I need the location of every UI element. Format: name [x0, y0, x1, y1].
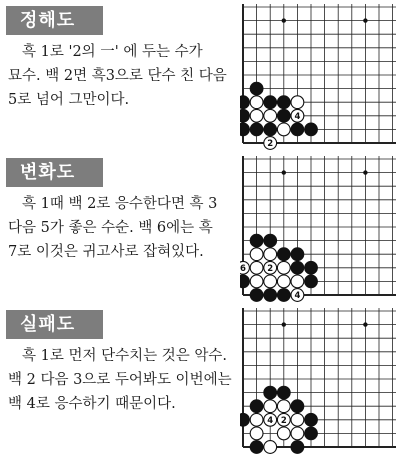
white-stone [250, 413, 263, 426]
panel-failure [0, 304, 400, 461]
black-stone [277, 248, 290, 261]
star-point [363, 170, 367, 174]
white-stone [277, 275, 290, 288]
black-stone [304, 427, 317, 440]
white-stone [291, 96, 304, 109]
black-stone [240, 123, 250, 136]
white-stone [250, 261, 263, 274]
move-number: 2 [267, 264, 274, 274]
move-number: 4 [267, 416, 274, 426]
white-stone [291, 413, 304, 426]
black-stone [304, 261, 317, 274]
white-stone [277, 427, 290, 440]
black-stone [264, 96, 277, 109]
panel-title: 실패도 [6, 310, 103, 339]
white-stone [277, 261, 290, 274]
move-number: 2 [267, 139, 274, 150]
black-stone [250, 440, 263, 453]
board-grid [243, 156, 396, 295]
black-stone [240, 275, 250, 288]
board-grid [243, 308, 396, 447]
white-stone [264, 248, 277, 261]
white-stone [250, 109, 263, 122]
black-stone [291, 248, 304, 261]
black-stone [240, 413, 250, 426]
black-stone [250, 400, 263, 413]
black-stone [291, 400, 304, 413]
board-grid [243, 4, 396, 143]
black-stone [304, 413, 317, 426]
black-stone [250, 82, 263, 95]
white-stone [264, 400, 277, 413]
black-stone [277, 109, 290, 122]
white-stone [250, 275, 263, 288]
panel-title: 정해도 [6, 6, 103, 35]
star-point [282, 322, 286, 326]
go-board-diagram [240, 4, 396, 152]
move-number: 4 [294, 291, 301, 302]
black-stone [250, 288, 263, 301]
star-point [363, 322, 367, 326]
panel-text: 흑 1로 '2의 一' 에 두는 수가 묘수. 백 2면 흑3으로 단수 친 다음 5로 넘어 그만이다. [8, 44, 227, 108]
black-stone [264, 288, 277, 301]
move-number: 2 [280, 416, 287, 426]
black-stone [240, 109, 250, 122]
panel-title: 변화도 [6, 158, 103, 187]
white-stone [264, 441, 277, 454]
black-stone [277, 96, 290, 109]
white-stone [250, 248, 263, 261]
white-stone [250, 96, 263, 109]
panel-correct [0, 0, 400, 152]
white-stone [264, 109, 277, 122]
panel-text: 흑 1때 백 2로 응수한다면 흑 3 다음 5가 좋은 수순. 백 6에는 흑 7로 이것은 귀고사로 잡혀있다. [8, 196, 218, 260]
black-stone [291, 440, 304, 453]
star-point [282, 18, 286, 22]
white-stone [250, 427, 263, 440]
white-stone [291, 275, 304, 288]
black-stone [291, 123, 304, 136]
move-number: 6 [240, 264, 246, 274]
white-stone [291, 427, 304, 440]
star-point [282, 170, 286, 174]
panel-variation [0, 152, 400, 304]
black-stone [250, 234, 263, 247]
panel-text: 흑 1로 먼저 단수치는 것은 악수. 백 2 다음 3으로 두어봐도 이번에는 백 4로 응수하기 때문이다. [8, 348, 232, 412]
black-stone [240, 96, 250, 109]
white-stone [264, 275, 277, 288]
go-board-diagram [240, 308, 396, 460]
black-stone [304, 275, 317, 288]
black-stone [277, 288, 290, 301]
black-stone [264, 234, 277, 247]
go-board-diagram [240, 156, 396, 304]
star-point [363, 18, 367, 22]
black-stone [264, 386, 277, 399]
black-stone [250, 123, 263, 136]
black-stone [277, 386, 290, 399]
black-stone [291, 261, 304, 274]
black-stone [264, 123, 277, 136]
black-stone [304, 123, 317, 136]
move-number: 4 [294, 112, 301, 122]
white-stone [277, 400, 290, 413]
white-stone [277, 123, 290, 136]
